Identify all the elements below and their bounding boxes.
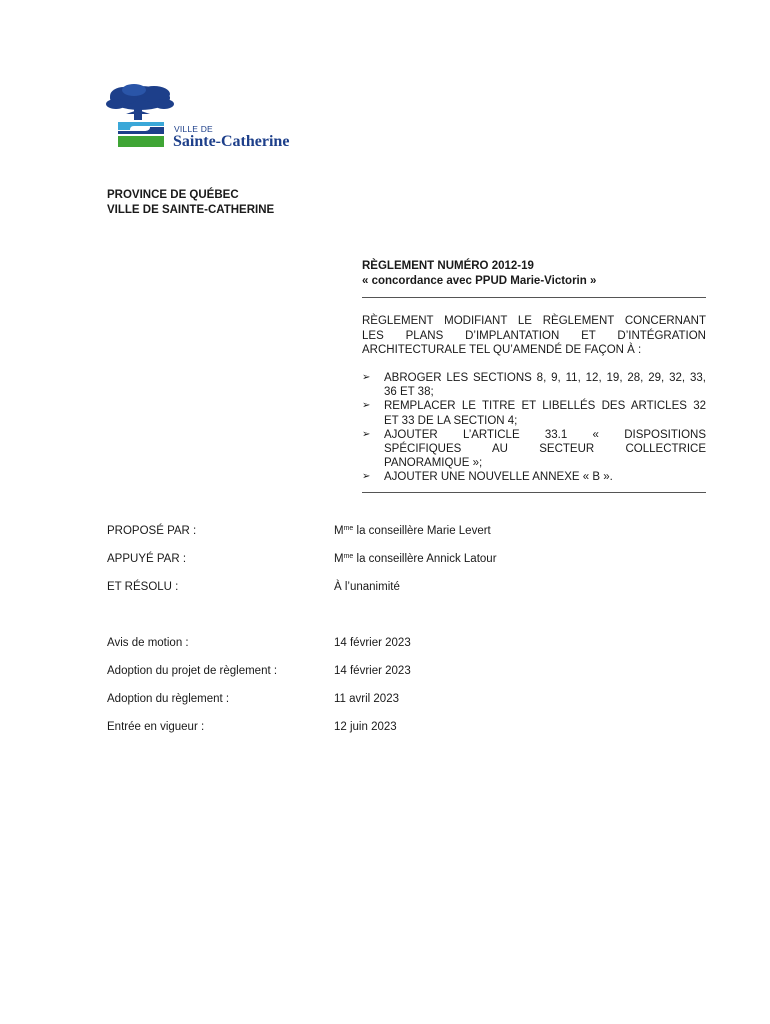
city-line: VILLE DE SAINTE-CATHERINE (107, 204, 275, 216)
draft-adoption-date: 14 février 2023 (334, 665, 411, 677)
list-item-line: SPÉCIFIQUES AU SECTEUR COLLECTRICE (384, 443, 706, 456)
reglement-description (362, 314, 706, 358)
arrow-bullet-icon: ➢ (362, 471, 371, 483)
list-item-line: ABROGER LES SECTIONS 8, 9, 11, 12, 19, 28, 29, 32, 33, (384, 372, 706, 384)
honorific-superscript: me (343, 525, 354, 532)
list-item-line: PANORAMIQUE »; (384, 457, 483, 470)
list-item-line: 36 ET 38; (384, 386, 434, 399)
adoption-date: 11 avril 2023 (334, 693, 399, 705)
logo-city-name: Sainte-Catherine (173, 133, 290, 150)
tree-logo-icon (104, 84, 174, 154)
arrow-bullet-icon: ➢ (362, 400, 371, 412)
honorific-text: M (334, 525, 344, 537)
resolved-label: ET RÉSOLU : (107, 581, 179, 593)
honorific-superscript: me (343, 553, 354, 560)
adoption-label: Adoption du règlement : (107, 693, 230, 705)
list-item (362, 399, 706, 427)
proposed-by-value (334, 525, 491, 537)
reglement-subtitle: « concordance avec PPUD Marie-Victorin » (362, 274, 597, 287)
seconded-by-value (334, 553, 497, 565)
notice-of-motion-label: Avis de motion : (107, 637, 189, 649)
arrow-bullet-icon: ➢ (362, 372, 371, 383)
draft-adoption-label: Adoption du projet de règlement : (107, 665, 278, 677)
list-item-line: AJOUTER UNE NOUVELLE ANNEXE « B ». (384, 471, 613, 484)
councillor-name: la conseillère Annick Latour (353, 553, 497, 565)
arrow-bullet-icon: ➢ (362, 428, 371, 440)
honorific-text: M (334, 553, 344, 565)
list-item-line: REMPLACER LE TITRE ET LIBELLÉS DES ARTICLES 32 (384, 400, 706, 413)
separator-rule-bottom (362, 492, 706, 493)
proposed-by-label: PROPOSÉ PAR : (107, 525, 197, 537)
list-item-line: AJOUTER L’ARTICLE 33.1 « DISPOSITIONS (384, 428, 706, 441)
councillor-name: la conseillère Marie Levert (353, 525, 491, 537)
list-item (362, 470, 706, 484)
list-item (362, 428, 706, 471)
notice-of-motion-date: 14 février 2023 (334, 637, 411, 649)
description-line: RÈGLEMENT MODIFIANT LE RÈGLEMENT CONCERNANT (362, 315, 706, 327)
province-line: PROVINCE DE QUÉBEC (107, 189, 239, 201)
reglement-items-list (362, 371, 706, 485)
effective-date-label: Entrée en vigueur : (107, 721, 205, 733)
reglement-heading (362, 259, 596, 288)
description-line: ARCHITECTURALE TEL QU’AMENDÉ DE FAÇON À : (362, 344, 642, 356)
resolved-value: À l’unanimité (334, 581, 400, 593)
province-header (107, 188, 274, 218)
list-item-line: ET 33 DE LA SECTION 4; (384, 414, 518, 427)
logo-prefix-text: VILLE DE (174, 124, 213, 134)
seconded-by-label: APPUYÉ PAR : (107, 553, 187, 565)
list-item (362, 371, 706, 399)
description-line: LES PLANS D’IMPLANTATION ET D’INTÉGRATION (362, 329, 706, 342)
effective-date: 12 juin 2023 (334, 721, 397, 733)
reglement-number: RÈGLEMENT NUMÉRO 2012-19 (362, 260, 534, 272)
city-logo (104, 84, 324, 154)
separator-rule-top (362, 297, 706, 298)
